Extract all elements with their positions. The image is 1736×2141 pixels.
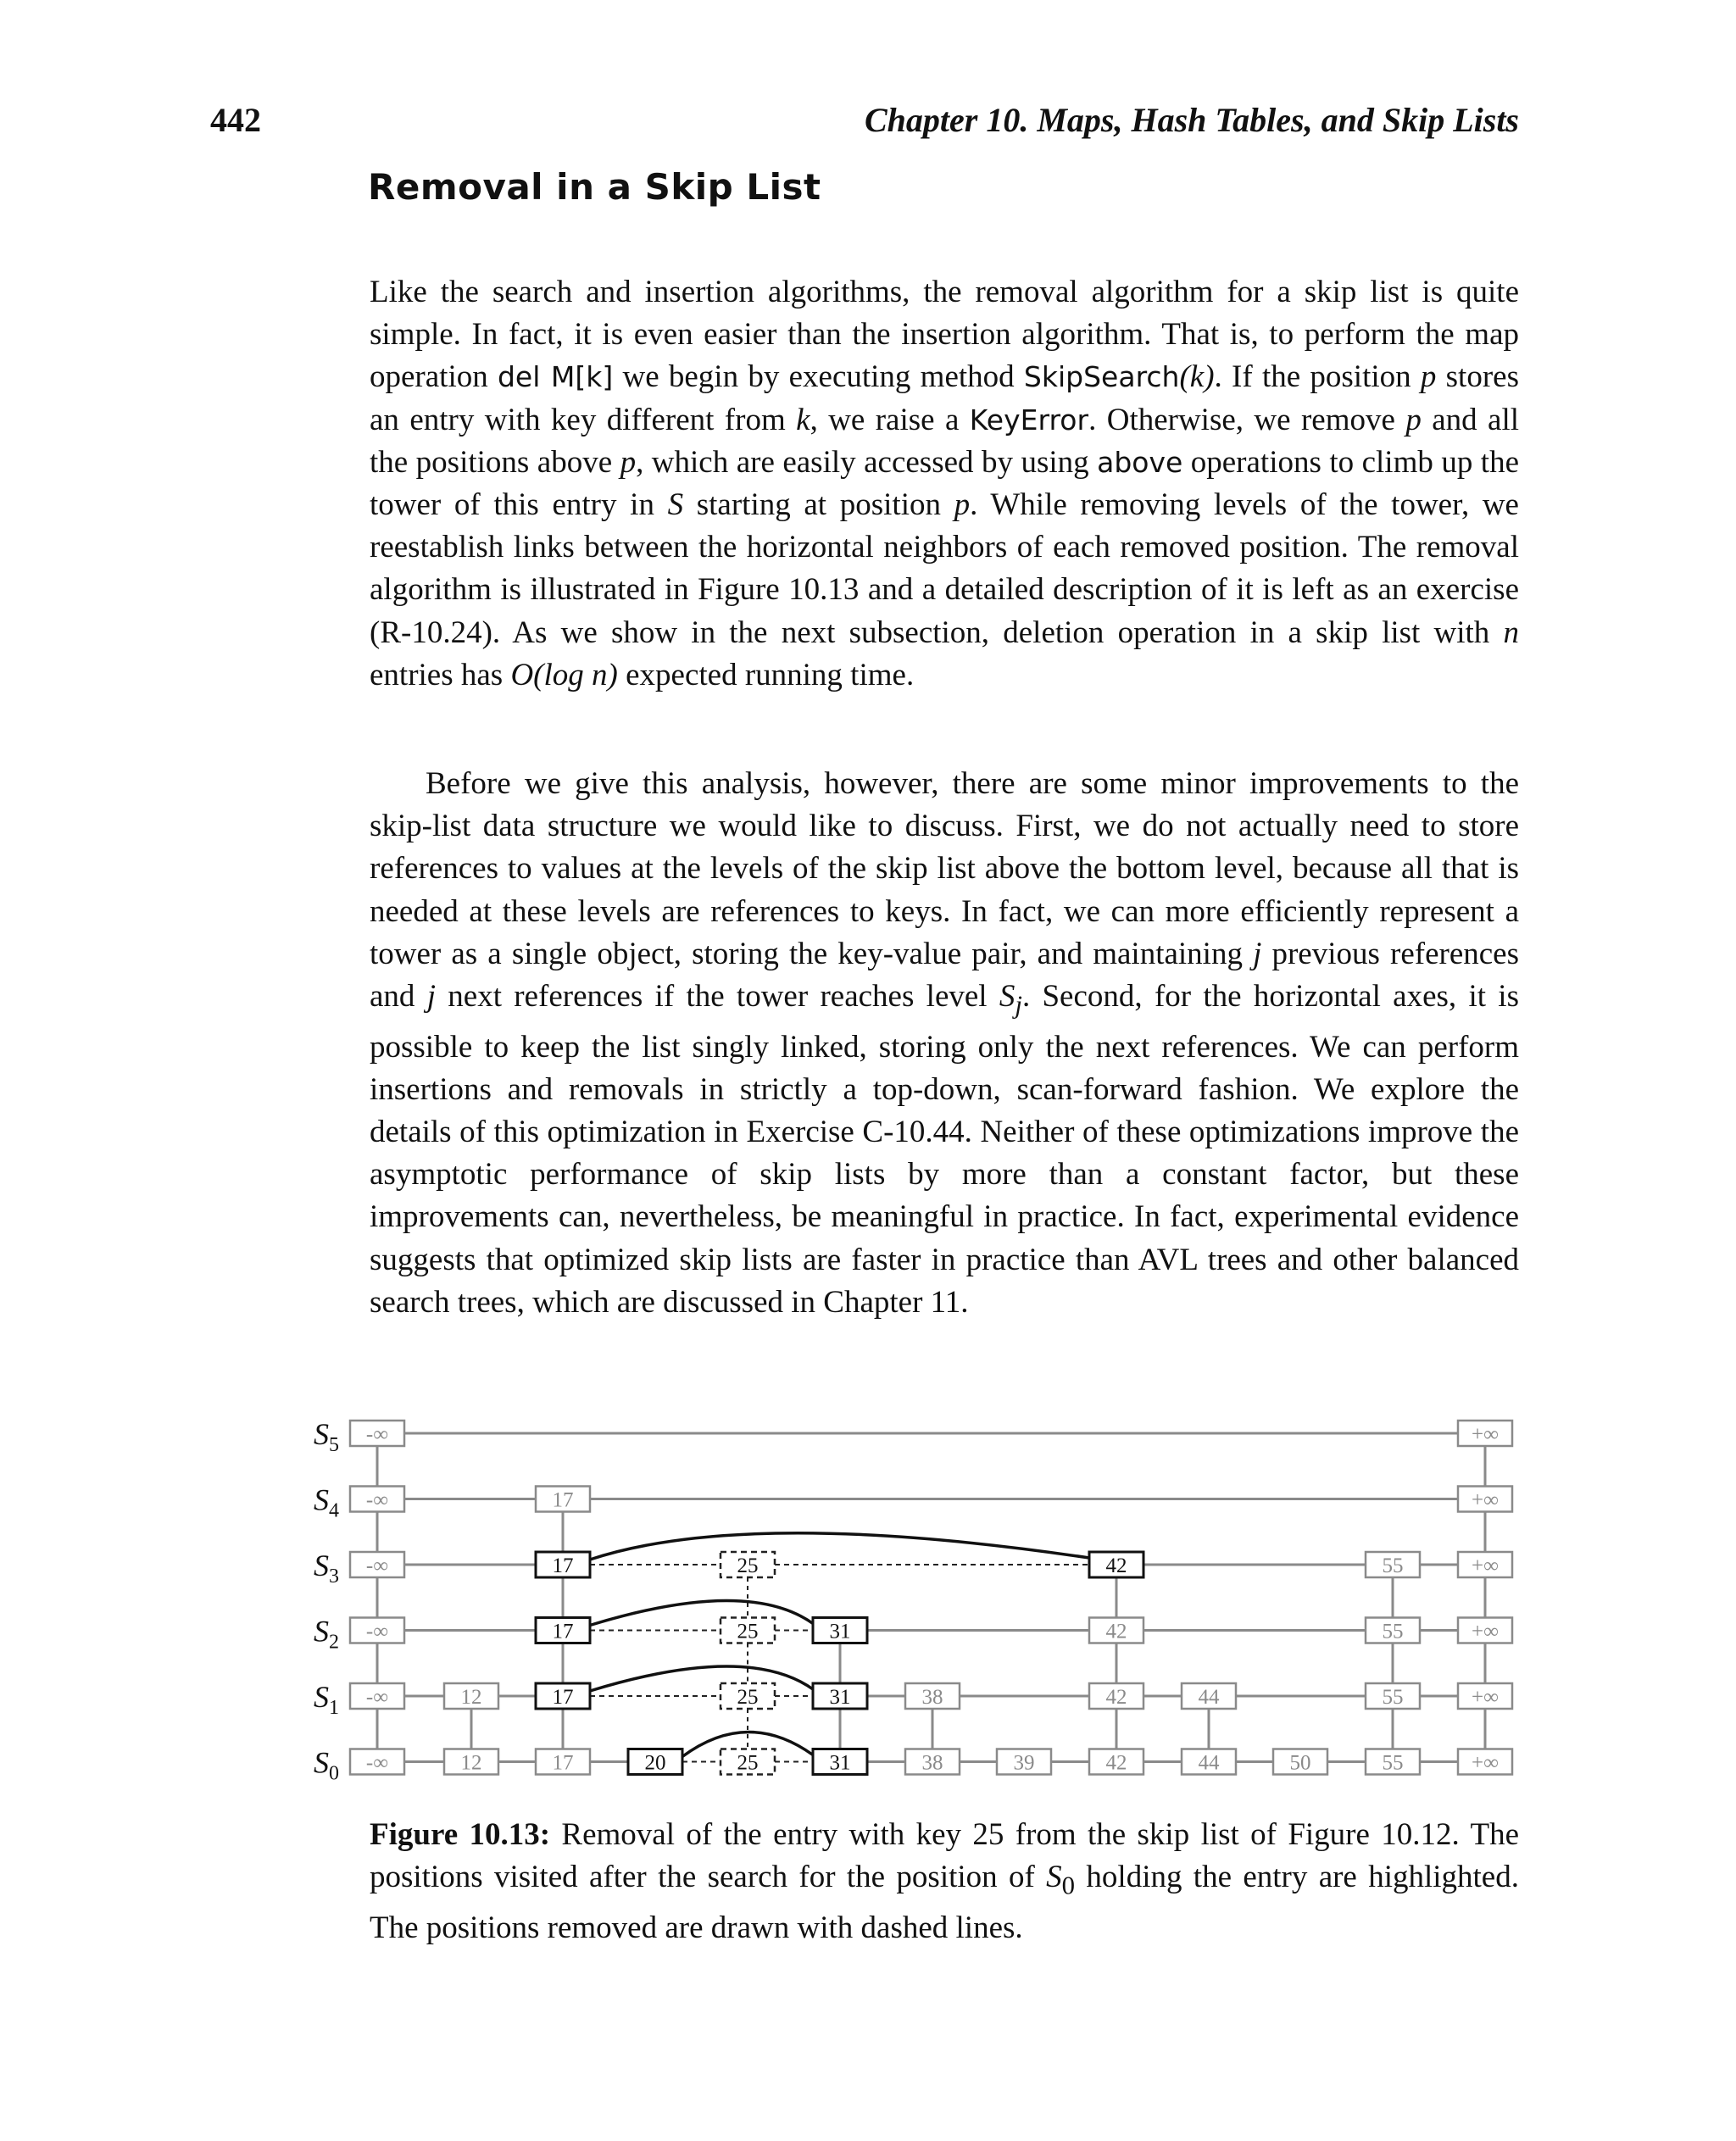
skip-node-normal [444,1749,498,1775]
level-subscript: 3 [329,1565,339,1588]
skip-list-figure [280,1412,1543,1802]
skip-node-normal [1366,1683,1420,1709]
relinked-curve [590,1533,1089,1560]
node-key: 55 [1382,1620,1404,1643]
skip-node-visited [628,1749,682,1775]
node-key: 42 [1105,1686,1127,1709]
skip-node-normal [1458,1749,1512,1775]
figure-caption [370,1814,1519,1949]
skip-node-normal [536,1487,590,1512]
skip-node-normal [1458,1618,1512,1643]
code-keyerror: KeyError [969,403,1089,437]
skip-node-normal [1366,1749,1420,1775]
skip-node-removed [721,1683,775,1709]
node-key: +∞ [1472,1554,1499,1577]
text: and all the positions above [370,402,1519,480]
text: . While removing levels of the tower, we reestablish links between the horizontal neighbors of each removed position. The removal algorithm is illustrated in Figure 10.13 and a detailed description of it is left as an exercise (R-10.24). As we show in the next subsection, deletion operation in a skip list with [370,487,1519,650]
level-label: $S_4$ [314,1482,339,1522]
node-key: 31 [829,1620,851,1643]
skip-node-visited [1089,1552,1143,1577]
node-key: 31 [829,1751,851,1775]
skip-node-normal [536,1749,590,1775]
skip-node-normal [350,1421,404,1446]
node-key: 55 [1382,1686,1404,1709]
node-key: -∞ [365,1686,389,1709]
math-sub-j: j [1015,990,1022,1020]
skip-node-visited [536,1618,590,1643]
skip-node-normal [1366,1552,1420,1577]
skip-node-normal [905,1749,960,1775]
skip-node-normal [1182,1749,1236,1775]
text: next references if the tower reaches level [436,979,999,1015]
page-number: 442 [210,101,261,139]
level-subscript: 1 [329,1697,339,1719]
skip-node-normal [997,1749,1051,1775]
node-key: 17 [552,1686,574,1709]
node-key: 25 [737,1686,759,1709]
node-key: 17 [552,1554,574,1577]
level-subscript: 2 [329,1631,339,1654]
text: , which are easily accessed by using [636,444,1098,480]
chapter-title: Chapter 10. Maps, Hash Tables, and Skip Lists [864,101,1519,139]
node-key: +∞ [1472,1620,1499,1643]
text: starting at position [683,487,954,523]
skip-node-visited [536,1683,590,1709]
node-key: 25 [737,1620,759,1643]
skip-node-removed [721,1749,775,1775]
node-key: 17 [552,1751,574,1775]
node-key: 44 [1198,1751,1220,1775]
math-p: p [620,444,637,480]
node-key: +∞ [1472,1488,1499,1512]
text: we begin by executing method [613,359,1024,395]
math-sub-0: 0 [1061,1871,1076,1900]
code-del: del M[k] [497,360,614,394]
math-p: p [954,487,971,523]
relinked-curve [590,1600,813,1625]
level-subscript: 4 [329,1499,339,1522]
math-j: j [1253,936,1262,971]
text: previous references and [370,936,1519,1015]
skip-node-normal [1089,1618,1143,1643]
skip-node-normal [1089,1749,1143,1775]
level-label: $S_3$ [314,1549,339,1588]
text: . If the position [1214,359,1421,395]
page-header [210,100,1519,142]
node-key: 25 [737,1554,759,1577]
node-key: 17 [552,1488,574,1512]
math-p: p [1405,402,1422,437]
skip-node-normal [350,1749,404,1775]
node-key: 12 [460,1686,482,1709]
text: , we raise a [810,402,970,437]
skip-node-normal [1458,1487,1512,1512]
node-key: -∞ [365,1751,389,1775]
level-subscript: 0 [329,1762,339,1785]
node-key: 42 [1105,1620,1127,1643]
math-s: S [999,979,1015,1015]
node-key: -∞ [365,1488,389,1512]
skip-node-normal [350,1487,404,1512]
node-key: 25 [737,1751,759,1775]
skip-node-normal [1366,1618,1420,1643]
skip-node-removed [721,1618,775,1643]
skip-node-normal [1458,1683,1512,1709]
skip-node-normal [1089,1683,1143,1709]
node-key: -∞ [365,1423,389,1446]
level-label: $S_5$ [314,1417,339,1456]
text: entries has [370,657,511,692]
node-key: +∞ [1472,1751,1499,1775]
skip-node-normal [1273,1749,1327,1775]
node-key: -∞ [365,1620,389,1643]
nodes-layer [314,1417,1512,1785]
paragraph-improvements [370,763,1519,1324]
math-s: S [667,487,684,523]
caption-label: Figure 10.13: [370,1817,551,1852]
math-s: S [1046,1860,1062,1895]
node-key: 42 [1105,1751,1127,1775]
level-label: $S_0$ [314,1745,339,1785]
math-big-o: O(log n) [510,657,618,692]
node-key: 17 [552,1620,574,1643]
skip-node-visited [536,1552,590,1577]
skip-node-removed [721,1552,775,1577]
skip-node-normal [350,1683,404,1709]
math-p: p [1420,359,1437,395]
node-key: 55 [1382,1751,1404,1775]
node-key: 38 [921,1686,943,1709]
math-arg: (k) [1179,359,1215,395]
skip-node-visited [813,1749,867,1775]
level-label: $S_2$ [314,1614,339,1654]
node-key: 39 [1013,1751,1035,1775]
node-key: 12 [460,1751,482,1775]
node-key: -∞ [365,1554,389,1577]
level-label: $S_1$ [314,1680,339,1719]
skip-node-visited [813,1683,867,1709]
code-skipsearch: SkipSearch [1023,360,1180,394]
skip-node-normal [350,1618,404,1643]
node-key: 38 [921,1751,943,1775]
text: expected running time. [617,657,915,692]
node-key: +∞ [1472,1423,1499,1446]
skip-node-normal [1458,1421,1512,1446]
text: Before we give this analysis, however, there are some minor improvements to the skip-list data structure we would like to discuss. First, we do not actually need to store references to values at the levels of the skip list above the bottom level, because all that is needed at these levels are references to keys. In fact, we can more efficiently represent a tower as a single object, storing the key-value pair, and maintaining [370,766,1519,971]
text: Removal of the entry with key 25 from the skip list of Figure 10.12. The positions visited after the search for the position of [370,1817,1519,1895]
math-j: j [426,979,436,1015]
node-key: 55 [1382,1554,1404,1577]
level-subscript: 5 [329,1434,339,1456]
text: . Second, for the horizontal axes, it is possible to keep the list singly linked, storing only the next references. We can perform insertions and removals in strictly a top-down, scan-forward fashion. We explore the details of this optimization in Exercise C-10.44. Neither of these optimizations improve the asymptotic performance of skip lists by more than a constant factor, but these improvements can, nevertheless, be meaningful in practice. In fact, experimental evidence suggests that optimized skip lists are faster in practice than AVL trees and other balanced search trees, which are discussed in Chapter 11. [370,979,1519,1320]
text: . Otherwise, we remove [1088,402,1406,437]
links-layer [377,1433,1485,1762]
node-key: +∞ [1472,1686,1499,1709]
math-n: n [1503,614,1519,650]
skip-node-normal [905,1683,960,1709]
skip-node-visited [813,1618,867,1643]
text: operations to climb up the tower of this entry in [370,444,1519,523]
skip-node-normal [444,1683,498,1709]
relinked-curve [590,1666,813,1691]
skip-list-diagram [280,1412,1543,1802]
text: stores an entry with key different from [370,359,1519,437]
node-key: 20 [644,1751,666,1775]
node-key: 31 [829,1686,851,1709]
skip-node-normal [1458,1552,1512,1577]
code-above: above [1097,445,1183,479]
text: holding the entry are highlighted. The positions removed are drawn with dashed lines. [370,1860,1519,1945]
paragraph-removal [370,271,1519,697]
node-key: 44 [1198,1686,1220,1709]
skip-node-normal [350,1552,404,1577]
section-title: Removal in a Skip List [368,166,821,208]
node-key: 50 [1289,1751,1311,1775]
math-k: k [796,402,810,437]
node-key: 42 [1105,1554,1127,1577]
text: Like the search and insertion algorithms, the removal algorithm for a skip list is quite simple. In fact, it is even easier than the insertion algorithm. That is, to perform the map operation [370,275,1519,395]
skip-node-normal [1182,1683,1236,1709]
